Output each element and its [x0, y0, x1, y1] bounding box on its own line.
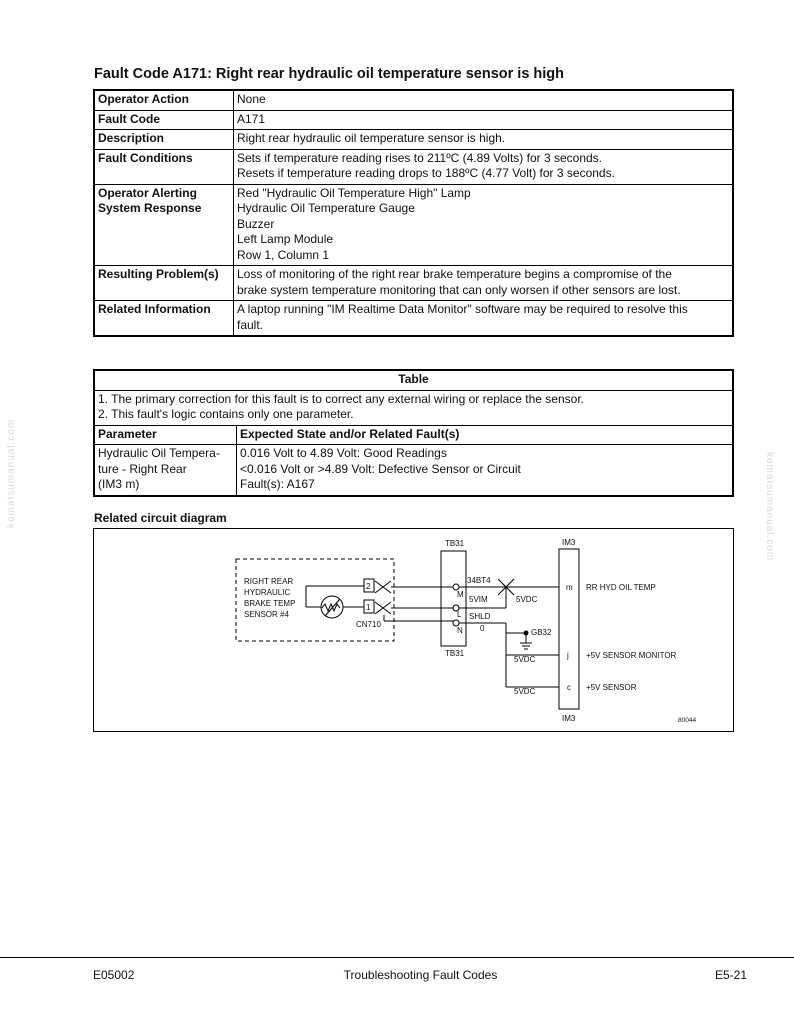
- expected-state-cell: [237, 445, 734, 496]
- fault-field-label-line: System Response: [98, 201, 202, 215]
- wire-label: 5VIM: [469, 595, 488, 604]
- parameter-line: Hydraulic Oil Tempera-: [98, 446, 220, 460]
- fault-field-value: [234, 184, 734, 266]
- fault-field-label: [94, 90, 234, 110]
- sensor-label: HYDRAULIC: [244, 588, 291, 597]
- fault-field-label-line: Operator Action: [98, 92, 189, 106]
- fault-field-value-line: brake system temperature monitoring that can only worsen if other sensors are lost.: [237, 282, 681, 297]
- fault-field-value: [234, 130, 734, 150]
- fault-field-value-line: Buzzer: [237, 216, 275, 231]
- fault-field-value-line: A laptop running "IM Realtime Data Monitor" software may be required to resolve this: [237, 302, 688, 316]
- terminal-pin: M: [457, 590, 464, 599]
- fault-table-row: [94, 90, 733, 110]
- fault-field-label-line: Related Information: [98, 302, 211, 316]
- circuit-diagram: [93, 528, 734, 732]
- fault-table-row: [94, 184, 733, 266]
- footer-page-number: E5-21: [714, 968, 747, 982]
- ground-label: GB32: [531, 628, 552, 637]
- fault-field-value-line: Red "Hydraulic Oil Temperature High" Lamp: [237, 185, 471, 200]
- correction-table-heading: Table: [94, 370, 733, 390]
- sensor-label: RIGHT REAR: [244, 577, 294, 586]
- voltage-label: 5VDC: [514, 687, 536, 696]
- column-header-expected-state: Expected State and/or Related Fault(s): [237, 425, 734, 445]
- footer-divider: [0, 957, 794, 958]
- fault-field-label: [94, 149, 234, 184]
- correction-note: 1. The primary correction for this fault is to correct any external wiring or replace the sensor.: [98, 391, 584, 406]
- correction-notes: [94, 390, 733, 425]
- terminal-pin: N: [457, 626, 463, 635]
- pin-number: 2: [366, 582, 371, 591]
- fault-field-value-line: Right rear hydraulic oil temperature sensor is high.: [237, 131, 506, 145]
- pin-number: 1: [366, 603, 371, 612]
- circuit-diagram-heading: Related circuit diagram: [94, 511, 227, 525]
- correction-note: 2. This fault's logic contains only one parameter.: [98, 407, 354, 421]
- fault-code-table: [93, 89, 734, 337]
- signal-label: +5V SENSOR MONITOR: [586, 651, 677, 660]
- fault-field-label-line: Resulting Problem(s): [98, 267, 219, 281]
- watermark: komatsumanual.com: [6, 418, 17, 528]
- parameter-cell: [94, 445, 237, 496]
- terminal-block-label: TB31: [445, 539, 465, 548]
- fault-field-value-line: Hydraulic Oil Temperature Gauge: [237, 201, 415, 215]
- fault-table-row: [94, 301, 733, 337]
- voltage-label: 5VDC: [516, 595, 538, 604]
- footer-document-id: E05002: [93, 968, 135, 982]
- terminal-block-label: TB31: [445, 649, 465, 658]
- fault-table-row: [94, 130, 733, 150]
- fault-table-row: [94, 266, 733, 301]
- fault-field-value-line: Left Lamp Module: [237, 232, 334, 246]
- sensor-label: BRAKE TEMP: [244, 599, 296, 608]
- signal-label: RR HYD OIL TEMP: [586, 583, 656, 592]
- fault-field-label-line: Fault Code: [98, 111, 160, 126]
- fault-field-label-line: Operator Alerting: [98, 185, 197, 200]
- signal-label: +5V SENSOR: [586, 683, 637, 692]
- thermistor-slash: [325, 599, 340, 616]
- module-label: IM3: [562, 714, 576, 723]
- voltage-label: 5VDC: [514, 655, 536, 664]
- parameter-line: ture - Right Rear: [98, 461, 187, 476]
- fault-field-label: [94, 130, 234, 150]
- page-title: Fault Code A171: Right rear hydraulic oil temperature sensor is high: [94, 66, 565, 82]
- connector-chevron: [375, 581, 391, 593]
- wire-label: 34BT4: [467, 576, 491, 585]
- expected-state-line: Fault(s): A167: [240, 477, 315, 491]
- figure-id: 80044: [678, 717, 697, 724]
- fault-field-label-line: Fault Conditions: [98, 150, 193, 165]
- fault-field-value-line: Sets if temperature reading rises to 211ºC (4.89 Volts) for 3 seconds.: [237, 150, 603, 165]
- parameter-line: (IM3 m): [98, 477, 140, 491]
- fault-field-value-line: Loss of monitoring of the right rear brake temperature begins a compromise of the: [237, 267, 672, 281]
- correction-table: [93, 369, 734, 497]
- fault-field-value-line: None: [237, 92, 266, 106]
- fault-field-value: [234, 301, 734, 337]
- circuit-diagram-svg: [94, 529, 733, 731]
- wire-label: SHLD: [469, 612, 491, 621]
- fault-field-label-line: Description: [98, 131, 165, 145]
- watermark: komatsumanual.com: [764, 452, 775, 562]
- module-pin: j: [567, 651, 569, 660]
- fault-field-label: [94, 266, 234, 301]
- connector-label: CN710: [356, 620, 381, 629]
- footer-section-title: Troubleshooting Fault Codes: [343, 968, 498, 982]
- fault-table-row: [94, 149, 733, 184]
- connector-chevron: [375, 602, 391, 614]
- module-pin: c: [567, 683, 571, 692]
- expected-state-line: 0.016 Volt to 4.89 Volt: Good Readings: [240, 446, 447, 460]
- fault-field-label: [94, 184, 234, 266]
- wire-label: 0: [480, 624, 485, 633]
- fault-field-value: [234, 149, 734, 184]
- fault-field-value: [234, 110, 734, 130]
- sensor-label: SENSOR #4: [244, 610, 289, 619]
- fault-field-value: [234, 266, 734, 301]
- module-label: IM3: [562, 538, 576, 547]
- fault-field-value: [234, 90, 734, 110]
- terminal-pin: L: [457, 610, 462, 619]
- fault-field-value-line: Resets if temperature reading drops to 188ºC (4.77 Volt) for 3 seconds.: [237, 166, 615, 180]
- fault-field-value-line: A171: [237, 111, 266, 126]
- fault-table-row: [94, 110, 733, 130]
- fault-field-value-line: fault.: [237, 317, 264, 332]
- column-header-parameter: Parameter: [94, 425, 237, 445]
- module-pin: m: [566, 583, 573, 592]
- expected-state-line: <0.016 Volt or >4.89 Volt: Defective Sensor or Circuit: [240, 461, 521, 476]
- fault-field-label: [94, 110, 234, 130]
- fault-field-label: [94, 301, 234, 337]
- fault-field-value-line: Row 1, Column 1: [237, 247, 330, 262]
